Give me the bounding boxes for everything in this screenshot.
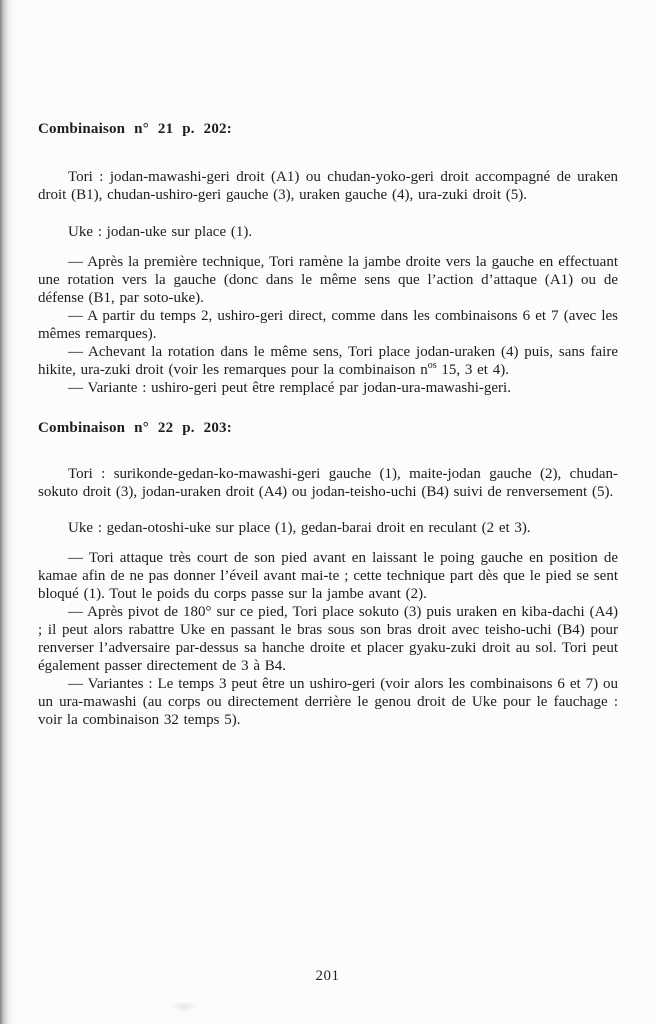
page-left-edge-shadow [0, 0, 16, 1024]
section-combinaison-21 [38, 120, 618, 397]
section-21-uke-paragraph: Uke : jodan-uke sur place (1). [68, 224, 253, 240]
section-21-note-3 [38, 343, 618, 379]
section-22-tori-paragraph: Tori : surikonde-gedan-ko-mawashi-geri gauche (1), maite-jodan gauche (2), chudan-sokuto droit (3), jodan-uraken droit (A4) ou jodan-teisho-uchi (B4) suivi de renversement (5). [38, 466, 618, 500]
scan-smudge [170, 1001, 198, 1012]
section-21-note-1: — Après la première technique, Tori ramène la jambe droite vers la gauche en effectuant une rotation vers la gauche (donc dans le même sens que l’action d’attaque (A1) ou de défense (B1, par soto-uke). [38, 254, 618, 306]
section-combinaison-22 [38, 419, 618, 729]
section-22-note-1: — Tori attaque très court de son pied avant en laissant le poing gauche en position de kamae afin de ne pas donner l’éveil avant mai-te ; cette technique part dès que le pied se sent bloqué (1). Tout le poids du corps passe sur la jambe avant (2). [38, 550, 618, 602]
section-22-note-2: — Après pivot de 180° sur ce pied, Tori place sokuto (3) puis uraken en kiba-dachi (A4) ; il peut alors rabattre Uke en passant le bras sous son bras droit avec teisho-uchi (B4) pour renverser l’adversaire par-dessus sa hanche droite et placer gyaku-zuki droit au sol. Tori peut également passer directement de 3 à B4. [38, 604, 618, 674]
section-21-note-2: — A partir du temps 2, ushiro-geri direct, comme dans les combinaisons 6 et 7 (avec les mêmes remarques). [38, 308, 618, 342]
page-number: 201 [315, 968, 340, 984]
section-21-note-3-text-end: 15, 3 et 4). [436, 362, 509, 378]
page-content [38, 120, 618, 729]
section-21-heading: Combinaison n° 21 p. 202: [38, 121, 232, 137]
section-21-note-4: — Variante : ushiro-geri peut être remplacé par jodan-ura-mawashi-geri. [68, 380, 511, 396]
superscript-os: os [427, 360, 437, 371]
section-21-tori-paragraph: Tori : jodan-mawashi-geri droit (A1) ou chudan-yoko-geri droit accompagné de uraken droit (B1), chudan-ushiro-geri gauche (3), uraken gauche (4), ura-zuki droit (5). [38, 169, 618, 203]
section-22-uke-paragraph: Uke : gedan-otoshi-uke sur place (1), gedan-barai droit en reculant (2 et 3). [68, 520, 531, 536]
section-22-note-3: — Variantes : Le temps 3 peut être un ushiro-geri (voir alors les combinaisons 6 et 7) ou un ura-mawashi (au corps ou directement derrière le genou droit de Uke pour le fauchage : voir la combinaison 32 temps 5). [38, 676, 618, 728]
section-21-note-3-text: — Achevant la rotation dans le même sens, Tori place jodan-uraken (4) puis, sans faire hikite, ura-zuki droit (voir les remarques pour la combinaison n [38, 344, 618, 378]
section-22-heading: Combinaison n° 22 p. 203: [38, 420, 232, 436]
